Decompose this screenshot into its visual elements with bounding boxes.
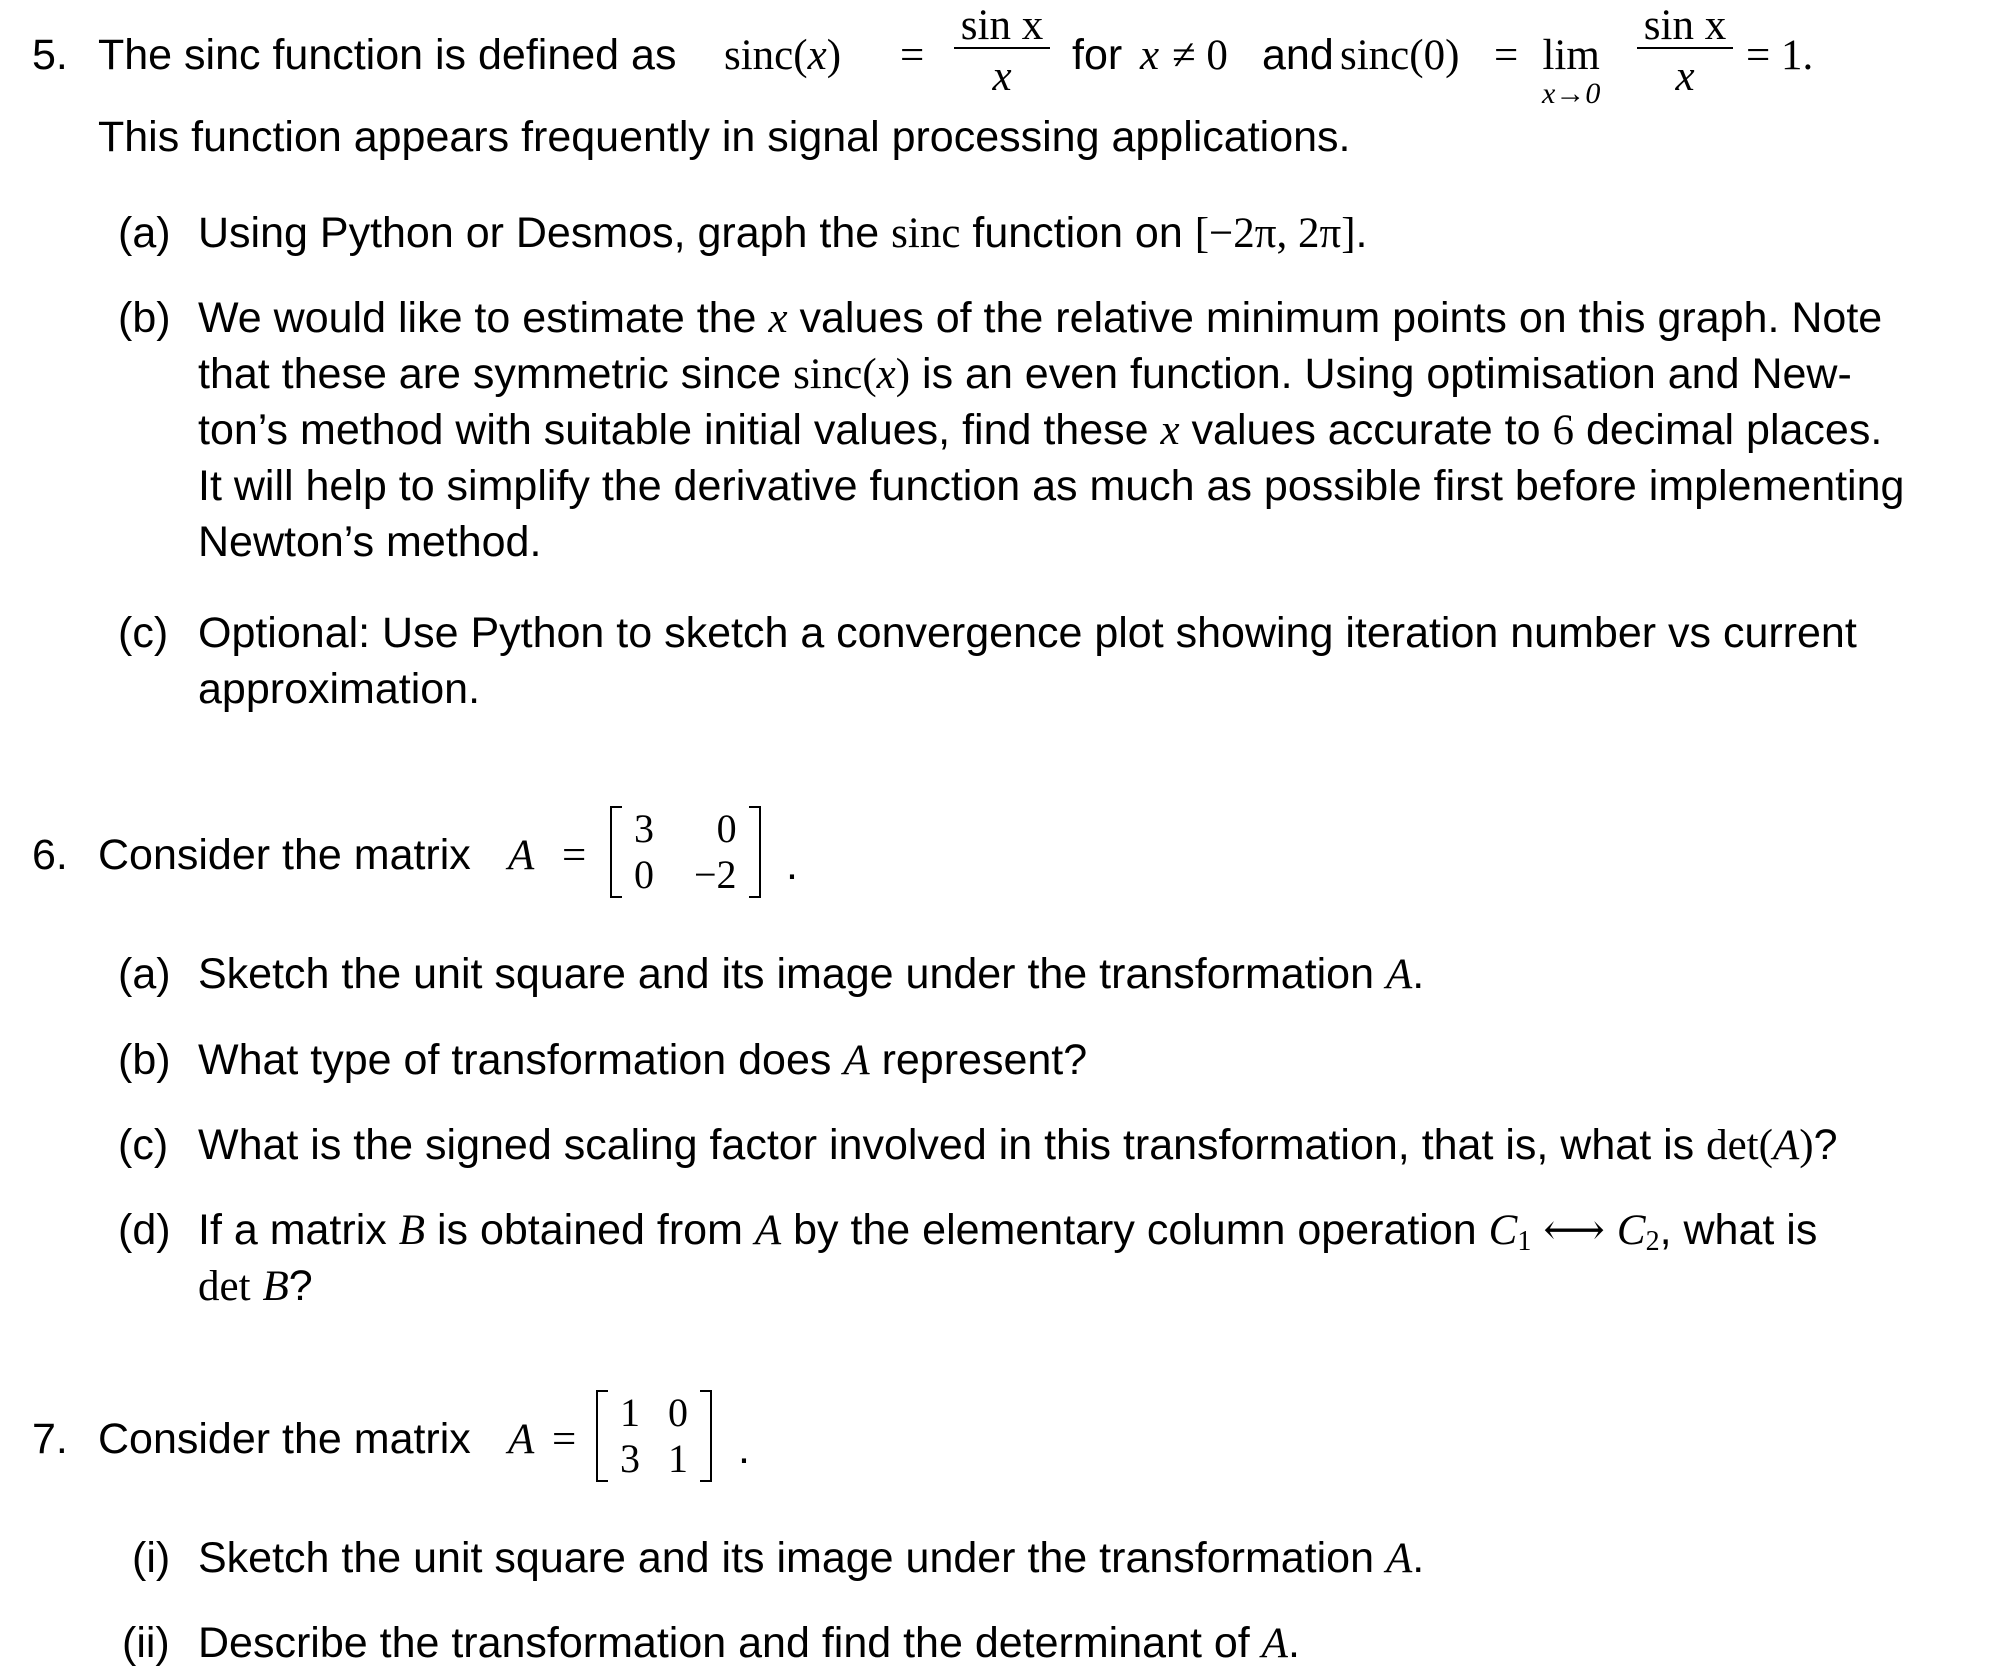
q6d-l2-det: det	[198, 1263, 251, 1310]
q6-matrix-cell: 3	[634, 806, 654, 851]
q6d-mid: is obtained from	[436, 1206, 743, 1254]
q6a-post: .	[1412, 950, 1425, 998]
q6c-text	[198, 1121, 1838, 1169]
q5b-l1-pre: We would like to estimate the	[198, 294, 757, 342]
q6-matrix-cell: −2	[694, 852, 737, 897]
q5b-l2-post: is an even function. Using optimisation and New-	[922, 350, 1852, 398]
q7-matrix-table	[610, 1390, 698, 1482]
q5-intro: The sinc function is defined as	[98, 31, 677, 79]
q5b-l2-sinc: sinc(	[793, 351, 877, 398]
q5b-l2-close: )	[895, 351, 911, 398]
q5-line-2: This function appears frequently in signal processing applications.	[98, 113, 1351, 161]
q5-equals-1: =	[900, 32, 925, 79]
q5a-period: .	[1355, 209, 1368, 257]
q5-sinc-expression: sinc(x)	[724, 32, 842, 79]
q5-fraction-1-den: x	[954, 47, 1050, 98]
q5-fraction-2-num: sin x	[1643, 2, 1727, 49]
q5a-label: (a)	[118, 209, 171, 257]
q5b-l3-post: decimal places.	[1585, 406, 1883, 454]
q5-equals-2: =	[1494, 32, 1519, 79]
q6b-post: represent?	[881, 1036, 1088, 1084]
q6-matrix-cell: 0	[716, 806, 737, 851]
q7-matrix-cell: 1	[620, 1390, 640, 1435]
q6d-line-1	[198, 1206, 1818, 1257]
q5-sinc0: sinc(0)	[1340, 32, 1460, 79]
q6d-mid2: by the elementary column operation	[793, 1206, 1477, 1254]
q6d-post: , what is	[1659, 1206, 1818, 1254]
q6d-C2: C	[1616, 1207, 1646, 1254]
q6-equals: =	[562, 832, 587, 879]
q6d-arrow: ⟷	[1543, 1207, 1605, 1254]
q5-neq-zero: ≠ 0	[1172, 32, 1228, 79]
q5b-l3-x: x	[1160, 407, 1180, 454]
q6-A: A	[508, 832, 535, 879]
q7i-A: A	[1385, 1535, 1413, 1582]
q6a-label: (a)	[118, 950, 171, 998]
q6c-A: A	[1772, 1122, 1800, 1169]
q6-matrix	[610, 806, 761, 898]
q6d-sub-1: 1	[1517, 1226, 1532, 1257]
q5-fraction-1-num: sin x	[960, 2, 1044, 49]
q5b-line-3	[198, 406, 1883, 454]
q6d-sub-2: 2	[1645, 1226, 1660, 1257]
q6d-label: (d)	[118, 1206, 171, 1254]
q5-fraction-2	[1637, 4, 1733, 98]
q5-lim-text: lim	[1542, 32, 1600, 79]
q5-x-neq: x	[1140, 32, 1160, 79]
q5-eq-one: = 1.	[1746, 32, 1814, 79]
q7i-label: (i)	[132, 1534, 171, 1582]
q5b-l3-mid: values accurate to	[1191, 406, 1541, 454]
q7-matrix-cell: 1	[668, 1436, 688, 1481]
q6b-pre: What type of transformation does	[198, 1036, 832, 1084]
q6d-C1: C	[1488, 1207, 1518, 1254]
q6-matrix-table	[624, 806, 747, 898]
q5b-label: (b)	[118, 294, 171, 342]
q5-for: for	[1072, 31, 1123, 79]
q7i-post: .	[1412, 1534, 1425, 1582]
q7-equals: =	[552, 1416, 577, 1463]
q6d-l2-q: ?	[288, 1262, 313, 1310]
q6d-A: A	[754, 1207, 782, 1254]
q6c-det: det(	[1706, 1122, 1773, 1169]
q6-number: 6.	[32, 831, 68, 879]
q6-intro: Consider the matrix	[98, 831, 471, 879]
q6-period: .	[786, 841, 798, 889]
q7-number: 7.	[32, 1415, 68, 1463]
q7-period: .	[738, 1425, 750, 1473]
q7ii-pre: Describe the transformation and find the determinant of	[198, 1619, 1250, 1667]
q5-fraction-2-den: x	[1637, 47, 1733, 98]
q7ii-A: A	[1261, 1620, 1288, 1667]
q6a-text	[198, 950, 1425, 998]
q6d-line-2	[198, 1262, 313, 1310]
q6a-A: A	[1385, 951, 1413, 998]
q6d-l2-B: B	[262, 1263, 289, 1310]
q7-matrix	[596, 1390, 712, 1482]
q5c-line-1: Optional: Use Python to sketch a convergence plot showing iteration number vs current	[198, 609, 1857, 657]
q5-limit	[1542, 34, 1600, 109]
q5-lim-sub: x→0	[1542, 77, 1601, 110]
q5-fraction-1	[954, 4, 1050, 98]
q5a-text	[198, 209, 1368, 257]
q5c-label: (c)	[118, 609, 169, 657]
q7ii-text	[198, 1619, 1300, 1667]
q7-A: A	[508, 1416, 535, 1463]
q7i-pre: Sketch the unit square and its image under the transformation	[198, 1534, 1375, 1582]
q7-matrix-cell: 3	[620, 1436, 640, 1481]
q5b-l1-post: values of the relative minimum points on this graph. Note	[799, 294, 1883, 342]
q6d-pre: If a matrix	[198, 1206, 387, 1254]
q5-number: 5.	[32, 31, 68, 79]
q6b-text	[198, 1036, 1088, 1084]
q7-intro: Consider the matrix	[98, 1415, 471, 1463]
q6c-q: ?	[1813, 1121, 1838, 1169]
q7i-text	[198, 1534, 1425, 1582]
q5b-l3-six: 6	[1552, 407, 1574, 454]
q5b-line-1	[198, 294, 1883, 342]
q7ii-label: (ii)	[122, 1619, 170, 1667]
q5b-l2-x: x	[876, 351, 896, 398]
q5a-interval: [−2π, 2π]	[1194, 210, 1356, 257]
q5a-text-pre: Using Python or Desmos, graph the	[198, 209, 880, 257]
q6c-close: )	[1799, 1122, 1814, 1169]
q5-and: and	[1262, 31, 1334, 79]
q6-matrix-cell: 0	[634, 852, 654, 897]
q6b-label: (b)	[118, 1036, 171, 1084]
q5b-line-4: It will help to simplify the derivative function as much as possible first before implementing	[198, 462, 1905, 510]
q6a-pre: Sketch the unit square and its image under the transformation	[198, 950, 1375, 998]
q5-sinc-name: sinc	[724, 32, 794, 79]
q5b-l2-pre: that these are symmetric since	[198, 350, 782, 398]
q5b-line-2	[198, 350, 1852, 398]
q5a-sinc: sinc	[891, 210, 961, 257]
q5b-l1-x: x	[768, 295, 788, 342]
q7ii-post: .	[1287, 1619, 1300, 1667]
q7-matrix-cell: 0	[668, 1390, 688, 1435]
q6c-pre: What is the signed scaling factor involved in this transformation, that is, what is	[198, 1121, 1695, 1169]
q5-x-var: x	[807, 32, 827, 79]
q6b-A: A	[843, 1037, 870, 1084]
q5b-line-5: Newton’s method.	[198, 518, 542, 566]
q5c-line-2: approximation.	[198, 665, 481, 713]
q5b-l3-pre: ton’s method with suitable initial values, find these	[198, 406, 1149, 454]
q6c-label: (c)	[118, 1121, 169, 1169]
q5a-text-mid: function on	[972, 209, 1183, 257]
q6d-B: B	[398, 1207, 425, 1254]
